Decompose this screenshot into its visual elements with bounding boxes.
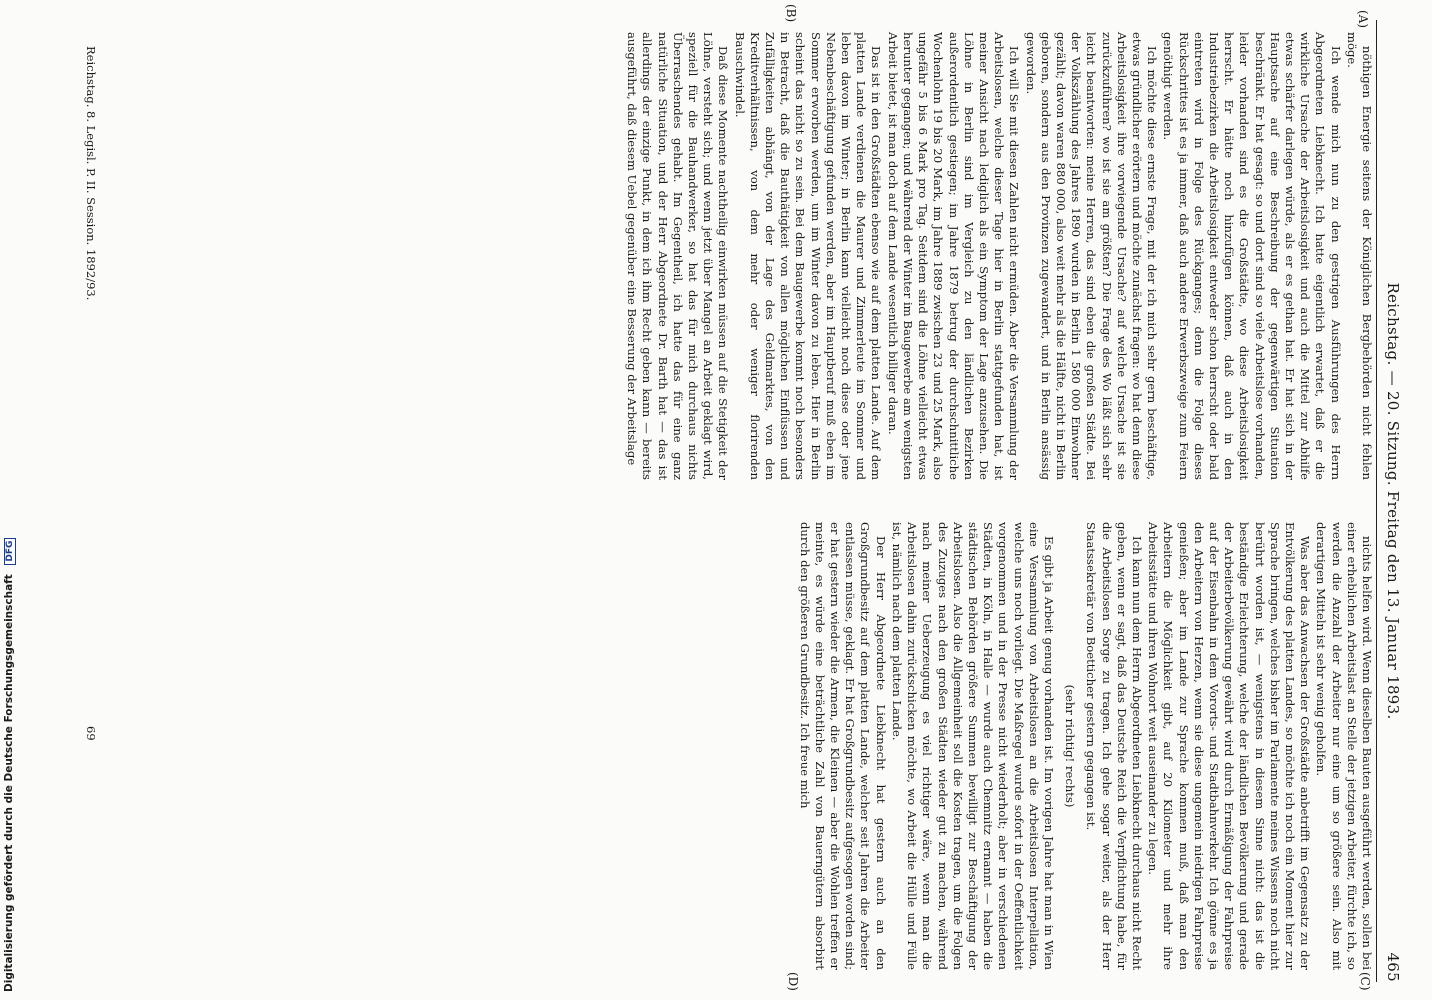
paragraph: Ich wende mich nun zu den gestrigen Ausführungen des Herrn Abgeordneten Liebknecht. Ich hatte eigentlich erwartet, daß er die wirkliche Ursache der Arbeitslosigkeit und auch die Mittel zur Abhilfe etwas schärfer darlegen würde, als er es gethan hat. Er hat sich in der Hauptsache auf eine Beschreibung der gegenwärtigen Situation beschränkt. Er hat gesagt: so und dort sind so viele Arbeitslose vorhanden, leider vorhanden sind es die Großstädte, wo diese Arbeitslosigkeit herrscht. Er hätte noch hinzufügen können, daß auch in den Industriebezirken die Arbeitslosigkeit entweder schon herrscht oder bald eintreten wird in Folge des Rückganges; denn die Folge dieses Rückschrittes ist es ja immer, daß auch andere Erwerbszweige zum Feiern genöthigt werden. — [1161, 32, 1343, 480]
page-number: 465 — [1384, 952, 1402, 982]
margin-marker-a: (A) — [1356, 10, 1370, 29]
right-column — [74, 522, 1374, 970]
header-title: Reichstag. — 20. Sitzung. Freitag den 13. Januar 1893. — [1384, 282, 1402, 720]
paragraph: Es gibt ja Arbeit genug vorhanden ist. Im vorigen Jahre hat man in Wien eine Versammlung von Arbeitslosen an die Arbeitslosen Interpellation, welche uns noch vorliegt. Die Maßregel wurde sofort in der Oeffentlichkeit vorgenommen und in der Presse nicht wiederholt; aber in verschiedenen Städten, in Köln, in Halle — wurde auch Chemnitz ernannt — haben die städtischen Behörden größere Summen bewilligt zur Beschäftigung der Arbeitslosen. Also die Allgemeinheit soll die Kosten tragen, um die Folgen des Zuzuges nach den großen Städten wieder gut zu machen, während nach meiner Ueberzeugung es viel richtiger wäre, wenn man die Arbeitslosen dahin zurückschicken möchte, wo Arbeit die Hülle und Fülle ist, nämlich nach dem platten Lande. — [889, 522, 1056, 970]
interjection: (sehr richtig! rechts) — [1063, 684, 1078, 808]
digitization-sidebar — [0, 0, 18, 1000]
paragraph: nöthigen Energie seitens der Königlichen Bergbehörden nicht fehlen möge. — [1344, 32, 1374, 480]
page-header — [1382, 20, 1402, 982]
footnote-session: Reichstag. 8. Legisl. P. II. Session. 1892/93. — [84, 46, 98, 301]
paragraph: Ich kann nun dem Herrn Abgeordneten Liebknecht durchaus nicht Recht geben, wenn er sagt, daß das Deutsche Reich die Verpflichtung habe, für die Arbeitslosen Sorge zu tragen. Ich gehe sogar weiter, als der Herr Staatssekretär von Boetticher gestern gegangen ist. — [1084, 522, 1144, 970]
sheet-number: 69 — [84, 726, 98, 741]
paragraph: Ich will Sie mit diesen Zahlen nicht ermüden. Aber die Versammlung der Arbeitslosen, welche dieser Tage hier in Berlin stattgefunden hat, ist meiner Ansicht nach lediglich als ein Symptom der Lage anzusehen. Die Löhne in Berlin sind im Vergleich zu den ländlichen Bezirken außerordentlich gestiegen; im Jahre 1879 betrug der durchschnittliche Wochenlohn 19 bis 20 Mark, im Jahre 1889 zwischen 23 und 25 Mark, also ungefähr 5 bis 6 Mark pro Tag. Seitdem sind die Löhne vielleicht etwas herunter gegangen; und während der Winter im Baugewerbe am wenigsten Arbeit bietet, ist man doch auf dem Lande wesentlich billiger daran. — [885, 32, 1022, 480]
margin-marker-d: (D) — [786, 972, 800, 991]
header-rule — [1376, 20, 1377, 982]
sidebar-credit: Digitalisierung gefördert durch die Deutsche Forschungsgemeinschaft — [3, 574, 15, 992]
left-column — [74, 32, 1374, 480]
margin-marker-b: (B) — [784, 4, 798, 23]
scanned-page — [30, 6, 1410, 996]
dfg-logo-icon: DFG — [4, 538, 16, 565]
paragraph: nichts helfen wird. Wenn dieselben Bauten ausgeführt werden, sollen bei einer erheblichen Arbeitslast an Stelle der jetzigen Arbeiter, fürchte ich, so werden die Anzahl der Arbeiter nur eine um so größere sein. Also mit derartigen Mitteln ist sehr wenig geholfen. — [1314, 522, 1374, 970]
paragraph: Ich möchte diese ernste Frage, mit der ich mich sehr gern beschäftige, etwas gründlicher erörtern und möchte zunächst fragen: wo hat denn diese Arbeitslosigkeit ihre vorwiegende Ursache? auf welche Ursache ist sie zurückzuführen? wo ist sie am größten? Die Frage des Wo läßt sich sehr leicht beantworten: meine Herren, das sind eben die großen Städte. Bei der Volkszählung des Jahres 1890 wurden in Berlin 1 580 000 Einwohner gezählt; davon waren 880 000, also weit mehr als die Hälfte, nicht in Berlin geboren, sondern aus den Provinzen zugewandert, und in Berlin ansässig geworden. — [1023, 32, 1160, 480]
paragraph: Das ist in den Großstädten ebenso wie auf dem platten Lande. Auf dem platten Lande verdienen die Maurer und Zimmerleute im Sommer und leben davon im Winter; in Berlin kann vielleicht noch diese oder jene Nebenbeschäftigung gefunden werden, aber im Hauptberuf muß eben im Sommer erworben werden, um im Winter davon zu leben. Hier in Berlin scheint das nicht so zu sein. Bei dem Baugewerbe kommt noch besonders in Betracht, daß die Bauthätigkeit von allen möglichen Einflüssen und Zufälligkeiten abhängt, von der Lage des Geldmarktes, von den Kreditverhältnissen, von dem mehr oder weniger florirenden Bauschwindel. — [732, 32, 884, 480]
paragraph: Der Herr Abgeordnete Liebknecht hat gestern auch an den Großgrundbesitz auf dem platten Lande, welcher seit Jahren die Arbeiter entlassen müsse, geklagt. Er hat Großgrundbesitz aufgesogen worden sind; er hat gestern wieder die Armen, die Kleinen — aber die Wohlen treffen er meinte, es würde eine beträchtliche Zahl von Bauerngütern absorbirt durch den größeren Grundbesitz. Ich freue mich — [797, 522, 888, 970]
margin-marker-c: (C) — [1358, 972, 1372, 991]
paragraph: Daß diese Momente nachtheilig einwirken müssen auf die Stetigkeit der Löhne, versteht sich; und wenn jetzt über Mangel an Arbeit geklagt wird, speziell für die Bauhandwerker, so hat das für mich durchaus nichts Überraschendes gehabt. Im Gegentheil, ich hatte das für eine ganz natürliche Situation, und der Herr Abgeordnete Dr. Barth hat — das ist allerdings der einzige Punkt, in dem ich ihm Recht geben kann — bereits ausgeführt, daß diesem Uebel gegenüber eine Besserung der Arbeitslage — [625, 32, 731, 480]
paragraph: Was aber das Anwachsen der Großstädte anbetrifft im Gegensatz zu der Entvölkerung des platten Landes, so möchte ich noch ein Moment hier zur Sprache bringen, welches bisher im Parlamente meines Wissens noch nicht berührt worden ist, — wenigstens in diesem Sinne nicht: das ist die beständige Erleichterung, welche der ländlichen Bevölkerung und gerade der Arbeiterbevölkerung gewährt wird durch Ermäßigung der Fahrpreise auf der Eisenbahn in dem Vororts- und Stadtbahnverkehr. Ich gönne es ja den Arbeitern von Herzen, wenn sie diese ungemein niedrigen Fahrpreise genießen; aber im Lande zur Sprache kommen muß, daß man den Arbeitern die Möglichkeit gibt, auf 20 Kilometer und mehr ihre Arbeitsstätte und ihren Wohnort weit auseinander zu legen. — [1146, 522, 1313, 970]
